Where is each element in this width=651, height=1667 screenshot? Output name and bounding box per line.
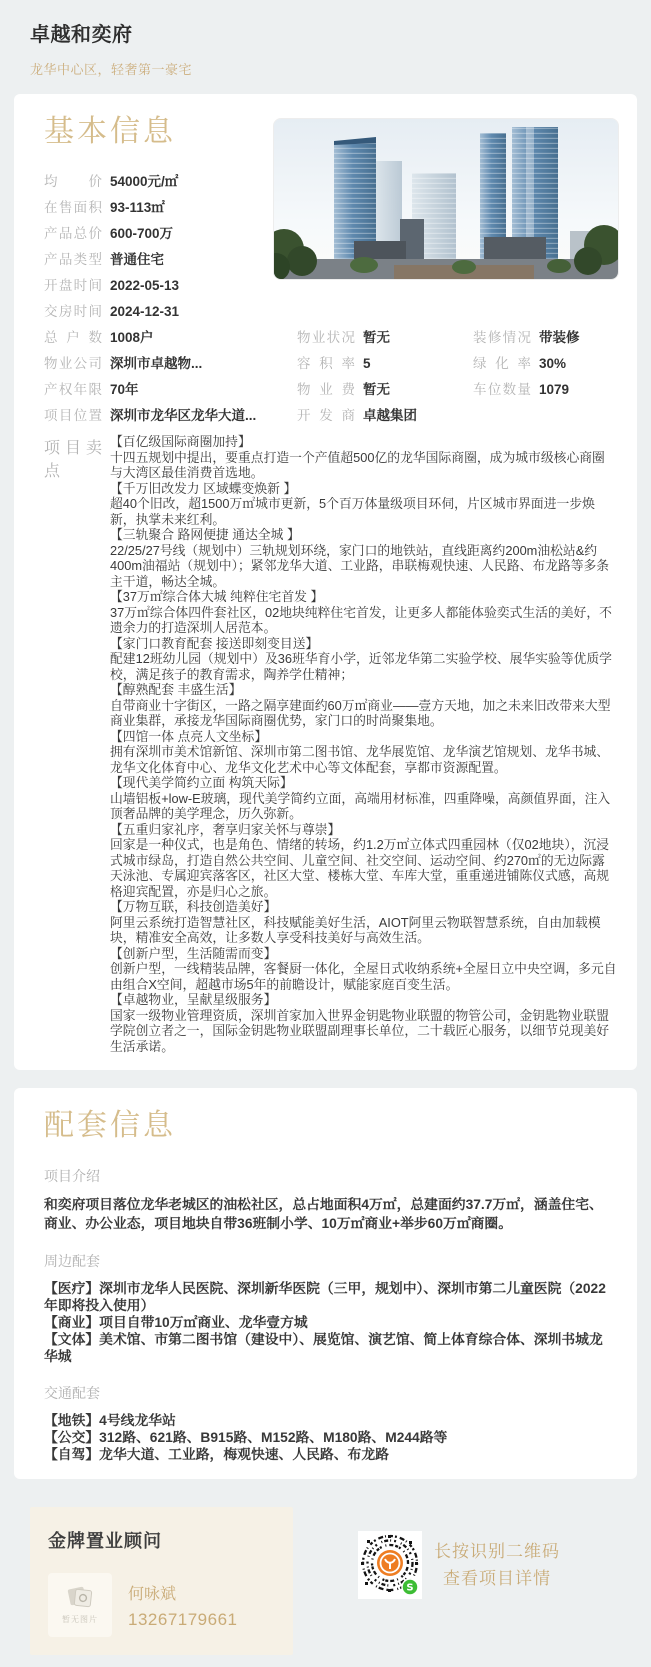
field-value: 带装修 <box>539 330 580 345</box>
field-label: 物业公司 <box>44 356 102 371</box>
field-value: 深圳市龙华区龙华大道... <box>110 408 257 423</box>
towers-illustration <box>274 119 618 279</box>
page-subtitle: 龙华中心区，轻奢第一豪宅 <box>30 62 193 77</box>
field-value: 普通住宅 <box>110 252 164 267</box>
selling-points-text <box>110 434 623 1054</box>
field-property-company <box>44 356 297 372</box>
field-ownership-years <box>44 382 297 398</box>
grid-row <box>44 330 623 346</box>
field-value: 1079 <box>539 382 570 397</box>
consultant-section <box>0 1507 651 1667</box>
selling-point: 【三轨聚合 路网便捷 通达全城 】 22/25/27号线（规划中）三轨规划环绕，家门口的地铁站，直线距离约200m油松站&约400m油福站（规划中）；紧邻龙华大道、工业路，串联梅观快速、人民路、布龙路等多条主干道，畅达全城。 <box>110 527 610 589</box>
basic-info-card <box>14 94 637 1070</box>
field-label: 项目位置 <box>44 408 102 423</box>
project-intro-text: 和奕府项目落位龙华老城区的油松社区，总占地面积4万㎡，总建面约37.7万㎡，涵盖住宅、商业、办公业态，项目地块自带36班制小学、10万㎡商业+举步60万㎡商圈。 <box>44 1197 603 1231</box>
field-value: 30% <box>539 356 567 371</box>
traffic-metro: 【地铁】4号线龙华站 <box>44 1413 176 1428</box>
page-header <box>0 0 651 78</box>
grid-row <box>44 382 623 398</box>
field-label: 产品类型 <box>44 252 102 267</box>
selling-points-label: 项目卖点 <box>44 440 102 480</box>
field-product-type <box>44 252 304 268</box>
field-value: 1008户 <box>110 330 154 345</box>
field-value: 深圳市卓越物... <box>110 356 203 371</box>
field-label: 产权年限 <box>44 382 102 397</box>
grid-row <box>44 356 623 372</box>
surrounding-list <box>44 1280 623 1365</box>
field-label: 绿化率 <box>473 356 531 371</box>
qr-caption-line1: 长按识别二维码 <box>434 1542 560 1561</box>
selling-point: 【百亿级国际商圈加持】 十四五规划中提出，要重点打造一个产值超500亿的龙华国际商圈，成为城市级核心商圈与大湾区最佳消费首选地。 <box>110 434 605 480</box>
selling-point: 【家门口教育配套 接送即刻变目送】 配建12班幼儿园（规划中）及36班华育小学，近邻龙华第二实验学校、展华实验等优质学校，满足孩子的教育需求，陶养学仕精神； <box>110 635 612 682</box>
miniprogram-qr-icon <box>359 1532 421 1598</box>
surrounding-medical: 【医疗】深圳市龙华人民医院、深圳新华医院（三甲，规划中）、深圳市第二儿童医院（2022年即将投入使用） <box>44 1281 606 1313</box>
selling-point: 【卓越物业，呈献星级服务】 国家一级物业管理资质，深圳首家加入世界金钥匙物业联盟的物管公司，金钥匙物业联盟学院创立者之一，国际金钥匙物业联盟副理事长单位，二十载匠心服务，以细节兑现美好生活承诺。 <box>110 992 610 1054</box>
field-property-status <box>297 330 473 346</box>
field-label: 物业状况 <box>297 330 355 345</box>
facilities-card <box>14 1088 637 1479</box>
no-photo-text: 暂无图片 <box>62 1614 98 1624</box>
qr-caption <box>434 1538 560 1592</box>
basic-info-title: 基本信息 <box>44 115 176 148</box>
field-greening-rate <box>473 356 623 372</box>
no-photo-placeholder <box>48 1573 112 1637</box>
field-label: 交房时间 <box>44 304 102 319</box>
grid-row <box>44 408 623 424</box>
field-label: 产品总价 <box>44 226 102 241</box>
field-value: 5 <box>363 356 371 371</box>
field-total-households <box>44 330 297 346</box>
field-label: 总户数 <box>44 330 102 345</box>
field-delivery-date <box>44 304 304 320</box>
page-title: 卓越和奕府 <box>30 24 133 46</box>
facilities-title: 配套信息 <box>44 1109 176 1142</box>
traffic-label: 交通配套 <box>44 1385 100 1401</box>
field-label: 物业费 <box>297 382 355 397</box>
field-decoration <box>473 330 623 346</box>
surrounding-culture: 【文体】美术馆、市第二图书馆（建设中）、展览馆、演艺馆、简上体育综合体、深圳书城龙华城 <box>44 1332 603 1364</box>
field-value: 600-700万 <box>110 226 174 241</box>
field-opening-date <box>44 278 304 294</box>
selling-point: 【37万㎡综合体大城 纯粹住宅首发 】 37万㎡综合体四件套社区，02地块纯粹住宅首发，让更多人都能体验奕式生活的美好，不遗余力的打造深圳人居范本。 <box>110 589 612 635</box>
selling-point: 【醇熟配套 丰盛生活】 自带商业十字街区，一路之隔享建面约60万㎡商业——壹方天地，加之未来旧改带来大型商业集群，承接龙华国际商圈优势，家门口的时尚聚集地。 <box>110 682 611 728</box>
selling-point: 【创新户型，生活随需而变】 创新户型，一线精装品牌，客餐厨一体化，全屋日式收纳系统+全屋日立中央空调，多元自由组合X空间，超越市场5年的前瞻设计，赋能家庭百变生活。 <box>110 945 617 992</box>
property-rendering-image <box>273 118 619 280</box>
surrounding-business: 【商业】项目自带10万㎡商业、龙华壹方城 <box>44 1315 308 1330</box>
traffic-drive: 【自驾】龙华大道、工业路，梅观快速、人民路、布龙路 <box>44 1447 389 1462</box>
project-intro-label: 项目介绍 <box>44 1168 100 1184</box>
field-value: 2022-05-13 <box>110 278 180 293</box>
field-value: 暂无 <box>363 382 390 397</box>
qr-caption-line2: 查看项目详情 <box>443 1569 551 1588</box>
selling-point: 【四馆一体 点亮人文坐标】 拥有深圳市美术馆新馆、深圳市第二图书馆、龙华展览馆、龙华演艺馆规划、龙华书城、龙华文化体育中心、龙华文化艺术中心等文体配套，享都市资源配置。 <box>110 728 610 775</box>
field-value: 70年 <box>110 382 139 397</box>
qr-code[interactable] <box>358 1531 422 1599</box>
field-value: 54000元/㎡ <box>110 174 179 189</box>
svg-text:S: S <box>406 1582 414 1594</box>
selling-point: 【现代美学简约立面 构筑天际】 山墙铝板+low-E玻璃，现代美学简约立面，高端用材标准，四重降噪，高颜值界面，注入顶奢品牌的美学理念，历久弥新。 <box>110 775 611 821</box>
field-value: 93-113㎡ <box>110 200 165 215</box>
field-project-location <box>44 408 297 424</box>
field-plot-ratio <box>297 356 473 372</box>
basic-fields <box>44 174 304 320</box>
photo-stack-icon <box>66 1586 94 1610</box>
field-area-on-sale <box>44 200 304 216</box>
field-label: 装修情况 <box>473 330 531 345</box>
field-parking-count <box>473 382 623 398</box>
consultant-name: 何咏斌 <box>128 1586 177 1603</box>
field-value: 暂无 <box>363 330 390 345</box>
field-value: 2024-12-31 <box>110 304 180 319</box>
field-developer <box>297 408 473 424</box>
field-label: 容积率 <box>297 356 355 371</box>
consultant-phone: 13267179661 <box>128 1610 238 1629</box>
selling-point: 【千万旧改发力 区域蝶变焕新 】 超40个旧改，超1500万㎡城市更新，5个百万体量级项目环伺，片区城市界面进一步焕新，执掌未来红利。 <box>110 480 595 527</box>
qr-block <box>358 1531 560 1599</box>
field-value: 卓越集团 <box>363 408 417 423</box>
field-label: 开盘时间 <box>44 278 102 293</box>
field-total-price <box>44 226 304 242</box>
selling-point: 【万物互联，科技创造美好】 阿里云系统打造智慧社区，科技赋能美好生活，AIOT阿里云物联智慧系统，自由加载模块，精准安全高效，让多数人享受科技美好与高效生活。 <box>110 899 601 945</box>
traffic-bus: 【公交】312路、621路、B915路、M152路、M180路、M244路等 <box>44 1430 448 1445</box>
field-property-fee <box>297 382 473 398</box>
traffic-list <box>44 1412 623 1463</box>
selling-points <box>44 434 623 1054</box>
field-average-price <box>44 174 304 190</box>
field-label: 开发商 <box>297 408 355 423</box>
selling-point: 【五重归家礼序，奢享归家关怀与尊崇】 回家是一种仪式，也是角色、情绪的转场，约1.2万㎡立体式四重园林（仅02地块），沉浸式城市绿岛，打造自然公共空间、儿童空间、社交空间、运动空间、约270㎡的无边际露天泳池、专属迎宾落客区，社区大堂、楼栋大堂、车库大堂，重重递进铺陈仪式感，高规格迎宾配置，亦是归心之旅。 <box>110 821 610 899</box>
field-label: 在售面积 <box>44 200 102 215</box>
field-label: 车位数量 <box>473 382 531 397</box>
field-label: 均价 <box>44 174 102 189</box>
consultant-title: 金牌置业顾问 <box>48 1531 162 1551</box>
basic-fields-grid <box>44 330 623 424</box>
consultant-card <box>30 1507 293 1655</box>
surrounding-label: 周边配套 <box>44 1253 100 1269</box>
